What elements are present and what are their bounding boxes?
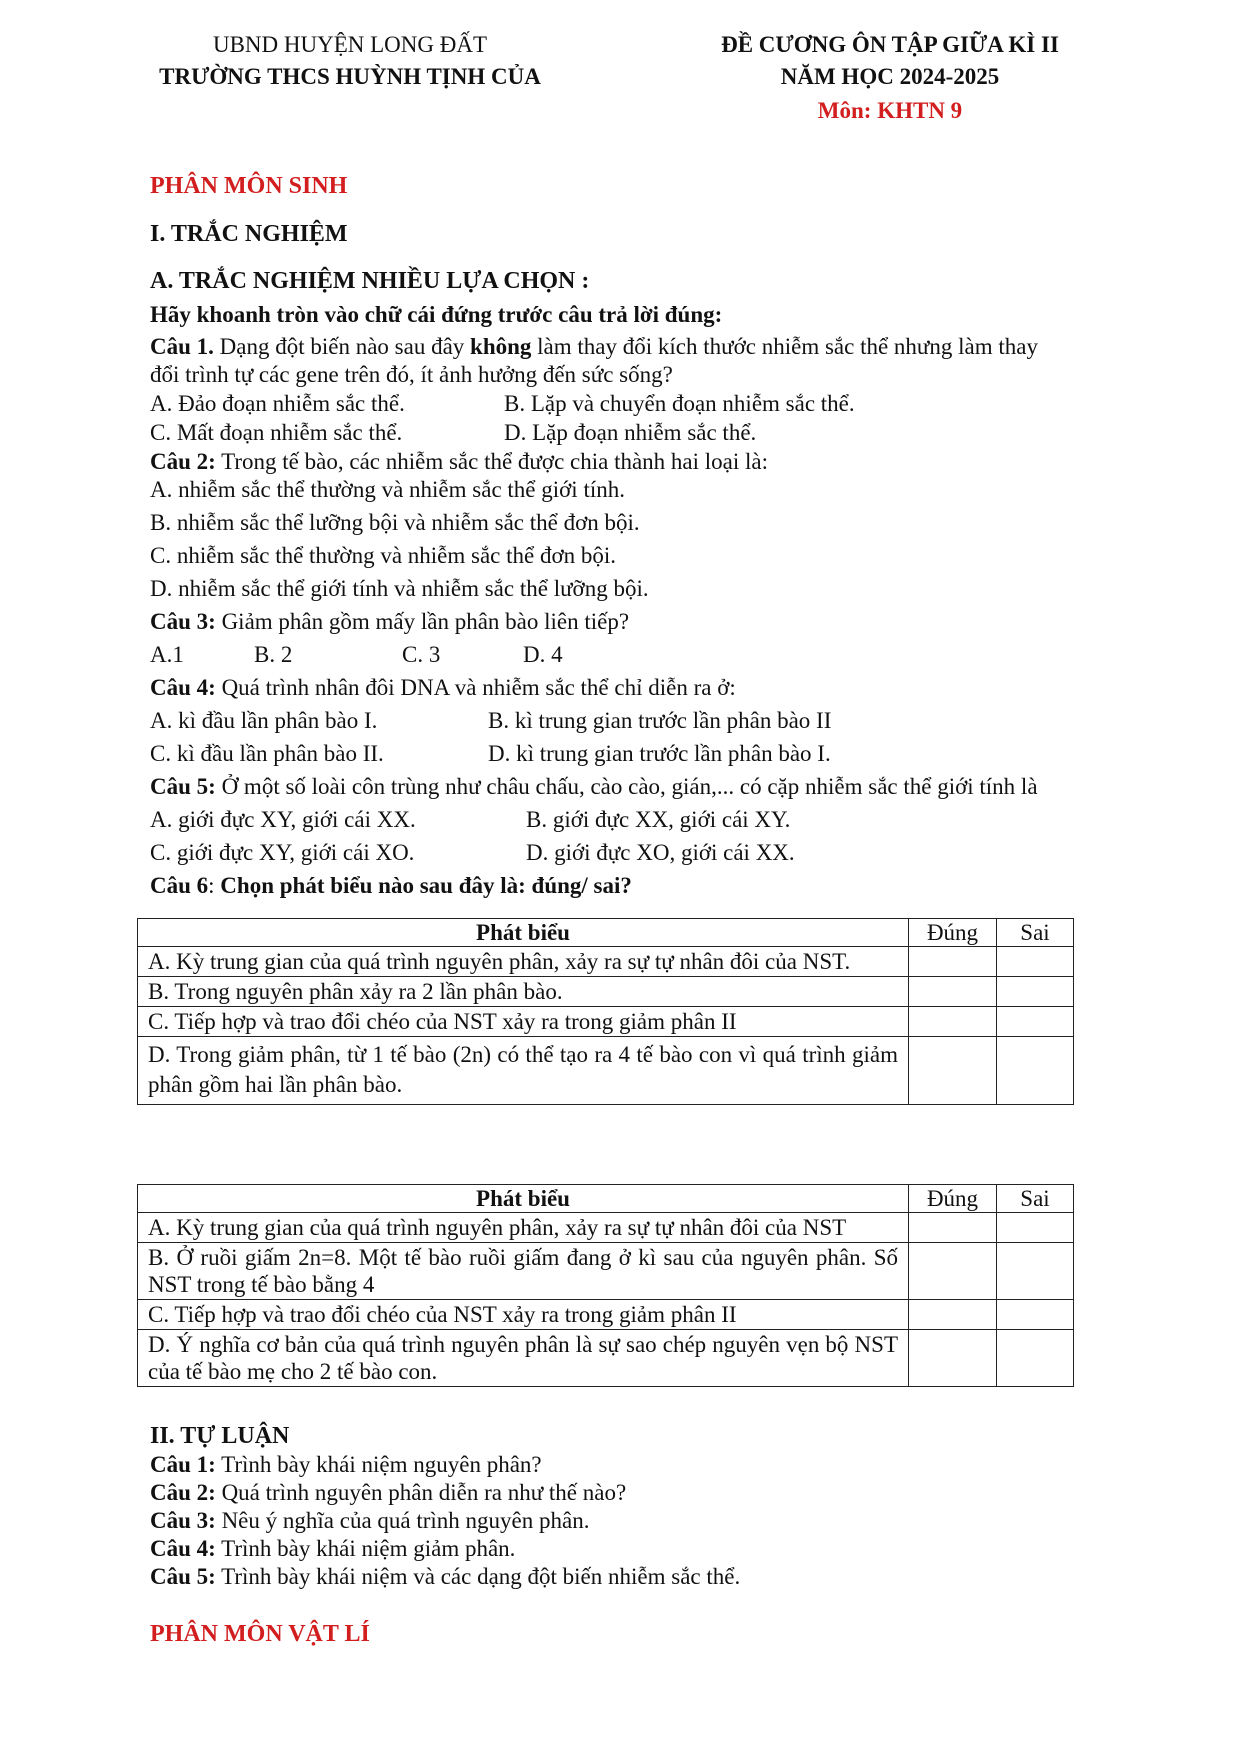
q4-text: Quá trình nhân đôi DNA và nhiễm sắc thể chỉ diễn ra ở: — [215, 675, 736, 700]
true-answer-cell[interactable] — [909, 1330, 997, 1387]
false-answer-cell[interactable] — [997, 977, 1074, 1007]
q2-option-a: A. nhiễm sắc thể thường và nhiễm sắc thể giới tính. — [150, 477, 625, 502]
true-false-table-2 — [137, 1184, 1074, 1387]
q4-option-d: D. kì trung gian trước lần phân bào I. — [488, 741, 831, 766]
q3-option-d: D. 4 — [523, 642, 563, 667]
q5-option-b: B. giới đực XX, giới cái XY. — [526, 807, 791, 832]
essay-label: Câu 4: — [150, 1536, 216, 1561]
table-header-row — [138, 1185, 1074, 1213]
header-doc-title: ĐỀ CƯƠNG ÔN TẬP GIỮA KÌ II — [721, 32, 1059, 57]
q5-option-a: A. giới đực XY, giới cái XX. — [150, 807, 416, 832]
q1-stem — [150, 334, 1038, 360]
false-answer-cell[interactable] — [997, 1243, 1074, 1300]
col-header-false: Sai — [997, 919, 1074, 947]
false-answer-cell[interactable] — [997, 947, 1074, 977]
true-answer-cell[interactable] — [909, 1213, 997, 1243]
q5-option-d: D. giới đực XO, giới cái XX. — [526, 840, 795, 865]
statement-cell: C. Tiếp hợp và trao đổi chéo của NST xảy ra trong giảm phân II — [138, 1007, 909, 1037]
q5-stem — [150, 774, 1038, 800]
q4-label: Câu 4: — [150, 675, 216, 700]
table-row — [138, 1300, 1074, 1330]
header-district: UBND HUYỆN LONG ĐẤT — [212, 32, 488, 57]
col-header-statement: Phát biểu — [138, 1185, 909, 1213]
q2-option-c: C. nhiễm sắc thể thường và nhiễm sắc thể đơn bội. — [150, 543, 617, 568]
essay-question-2 — [150, 1480, 626, 1506]
q6-stem — [150, 873, 632, 899]
false-answer-cell[interactable] — [997, 1213, 1074, 1243]
q1-option-c: C. Mất đoạn nhiễm sắc thể. — [150, 420, 403, 445]
essay-text: Trình bày khái niệm và các dạng đột biến nhiễm sắc thể. — [215, 1564, 741, 1589]
col-header-true: Đúng — [909, 1185, 997, 1213]
essay-text: Trình bày khái niệm giảm phân. — [215, 1536, 516, 1561]
statement-cell: D. Trong giảm phân, từ 1 tế bào (2n) có thể tạo ra 4 tế bào con vì quá trình giảm phân gồm hai lần phân bào. — [138, 1037, 909, 1105]
q4-option-c: C. kì đầu lần phân bào II. — [150, 741, 384, 766]
essay-text: Trình bày khái niệm nguyên phân? — [215, 1452, 542, 1477]
section-title-sinh: PHÂN MÔN SINH — [150, 173, 348, 199]
statement-cell: D. Ý nghĩa cơ bản của quá trình nguyên phân là sự sao chép nguyên vẹn bộ NST của tế bào mẹ cho 2 tế bào con. — [138, 1330, 909, 1387]
essay-label: Câu 5: — [150, 1564, 216, 1589]
essay-text: Quá trình nguyên phân diễn ra như thế nào? — [215, 1480, 627, 1505]
q1-label: Câu 1. — [150, 334, 214, 359]
table-row — [138, 947, 1074, 977]
q2-option-b: B. nhiễm sắc thể lưỡng bội và nhiễm sắc thể đơn bội. — [150, 510, 640, 535]
q3-text: Giảm phân gồm mấy lần phân bào liên tiếp? — [215, 609, 630, 634]
q1-option-d: D. Lặp đoạn nhiễm sắc thể. — [504, 420, 757, 445]
statement-cell: A. Kỳ trung gian của quá trình nguyên phân, xảy ra sự tự nhân đôi của NST. — [138, 947, 909, 977]
table-row — [138, 1243, 1074, 1300]
partA-title: A. TRẮC NGHIỆM NHIỀU LỰA CHỌN : — [150, 268, 590, 294]
col-header-false: Sai — [997, 1185, 1074, 1213]
true-answer-cell[interactable] — [909, 947, 997, 977]
q4-option-a: A. kì đầu lần phân bào I. — [150, 708, 378, 733]
q3-option-a: A.1 — [150, 642, 184, 667]
q3-option-c: C. 3 — [402, 642, 441, 667]
q1-option-a: A. Đảo đoạn nhiễm sắc thể. — [150, 391, 405, 416]
instruction: Hãy khoanh tròn vào chữ cái đứng trước câu trả lời đúng: — [150, 302, 723, 327]
q1-text-a: Dạng đột biến nào sau đây — [213, 334, 471, 359]
q1-option-b: B. Lặp và chuyển đoạn nhiễm sắc thể. — [504, 391, 855, 416]
false-answer-cell[interactable] — [997, 1330, 1074, 1387]
essay-question-1 — [150, 1452, 542, 1478]
statement-cell: B. Ở ruồi giấm 2n=8. Một tế bào ruồi giấm đang ở kì sau của nguyên phân. Số NST trong tế bào bằng 4 — [138, 1243, 909, 1300]
essay-text: Nêu ý nghĩa của quá trình nguyên phân. — [215, 1508, 590, 1533]
header-school-year: NĂM HỌC 2024-2025 — [780, 64, 1000, 89]
statement-cell: B. Trong nguyên phân xảy ra 2 lần phân bào. — [138, 977, 909, 1007]
essay-question-5 — [150, 1564, 740, 1590]
true-answer-cell[interactable] — [909, 1300, 997, 1330]
false-answer-cell[interactable] — [997, 1007, 1074, 1037]
q1-bold-word: không — [470, 334, 532, 359]
q6-label: Câu 6 — [150, 873, 209, 898]
true-false-table-1 — [137, 918, 1074, 1105]
part2-title: II. TỰ LUẬN — [150, 1423, 290, 1449]
table-row — [138, 977, 1074, 1007]
q1-text-b: làm thay đổi kích thước nhiễm sắc thể nhưng làm thay — [531, 334, 1038, 359]
false-answer-cell[interactable] — [997, 1300, 1074, 1330]
essay-question-4 — [150, 1536, 515, 1562]
essay-label: Câu 2: — [150, 1480, 216, 1505]
true-answer-cell[interactable] — [909, 1037, 997, 1105]
section-title-vatli: PHÂN MÔN VẬT LÍ — [150, 1621, 370, 1647]
q3-label: Câu 3: — [150, 609, 216, 634]
q2-option-d: D. nhiễm sắc thể giới tính và nhiễm sắc thể lưỡng bội. — [150, 576, 649, 601]
q5-option-c: C. giới đực XY, giới cái XO. — [150, 840, 415, 865]
q2-text: Trong tế bào, các nhiễm sắc thể được chia thành hai loại là: — [215, 449, 769, 474]
true-answer-cell[interactable] — [909, 1007, 997, 1037]
q2-stem — [150, 449, 768, 475]
essay-label: Câu 1: — [150, 1452, 216, 1477]
q5-label: Câu 5: — [150, 774, 216, 799]
col-header-true: Đúng — [909, 919, 997, 947]
table-row — [138, 1007, 1074, 1037]
q3-stem — [150, 609, 629, 635]
table-header-row — [138, 919, 1074, 947]
q2-label: Câu 2: — [150, 449, 216, 474]
q6-colon: : — [208, 873, 215, 898]
true-answer-cell[interactable] — [909, 977, 997, 1007]
q3-option-b: B. 2 — [254, 642, 293, 667]
essay-question-3 — [150, 1508, 589, 1534]
col-header-statement: Phát biểu — [138, 919, 909, 947]
q4-option-b: B. kì trung gian trước lần phân bào II — [488, 708, 832, 733]
statement-cell: A. Kỳ trung gian của quá trình nguyên phân, xảy ra sự tự nhân đôi của NST — [138, 1213, 909, 1243]
part1-title: I. TRẮC NGHIỆM — [150, 221, 348, 247]
header-subject: Môn: KHTN 9 — [817, 98, 963, 123]
q6-text: Chọn phát biểu nào sau đây là: đúng/ sai? — [214, 873, 632, 898]
q5-text: Ở một số loài côn trùng như châu chấu, cào cào, gián,... có cặp nhiễm sắc thể giới tính là — [215, 774, 1038, 799]
essay-label: Câu 3: — [150, 1508, 216, 1533]
header-school: TRƯỜNG THCS HUỲNH TỊNH CỦA — [159, 64, 541, 89]
q4-stem — [150, 675, 736, 701]
true-answer-cell[interactable] — [909, 1243, 997, 1300]
table-row — [138, 1213, 1074, 1243]
false-answer-cell[interactable] — [997, 1037, 1074, 1105]
table-row — [138, 1330, 1074, 1387]
statement-cell: C. Tiếp hợp và trao đổi chéo của NST xảy ra trong giảm phân II — [138, 1300, 909, 1330]
q1-stem-line2: đổi trình tự các gene trên đó, ít ảnh hưởng đến sức sống? — [150, 362, 673, 387]
table-row — [138, 1037, 1074, 1105]
